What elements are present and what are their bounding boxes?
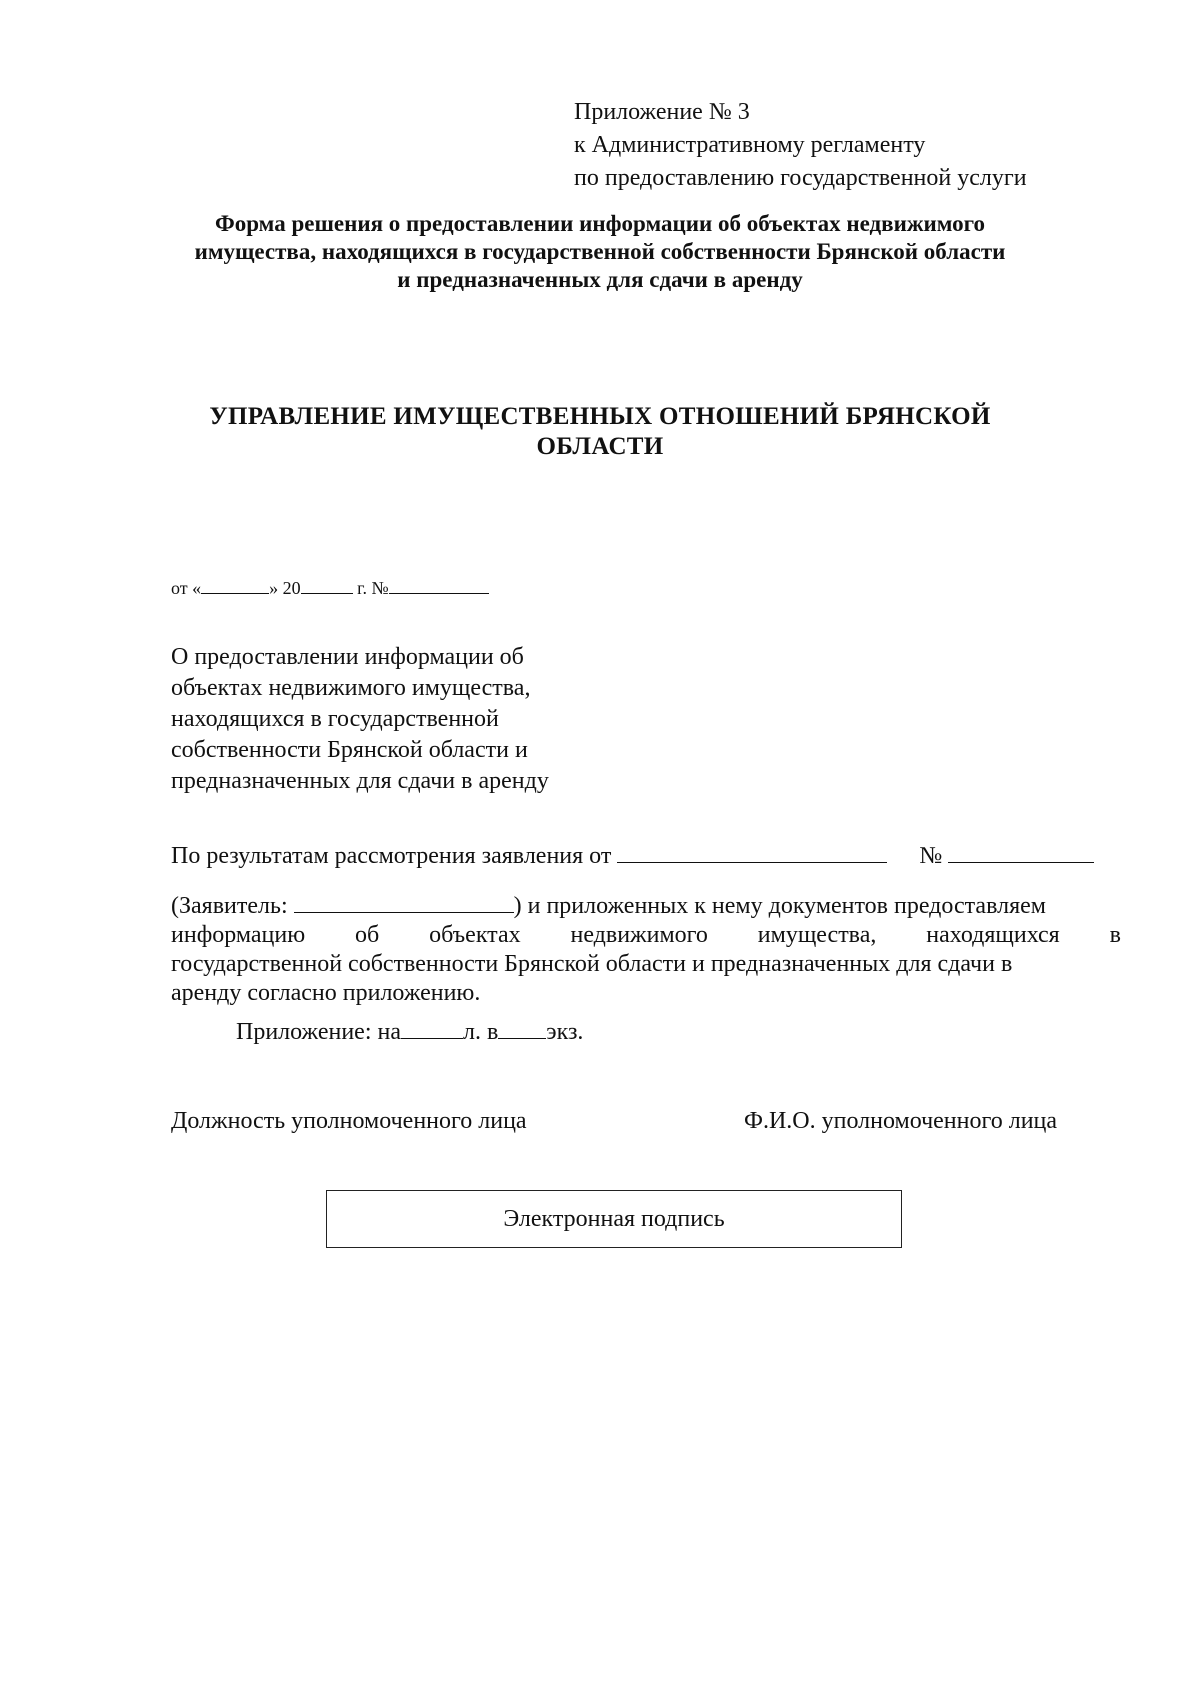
body-line-2 [171,921,1121,950]
subject-line-5: предназначенных для сдачи в аренду [171,768,549,794]
body-word: имущества, [757,922,877,948]
form-title-line-3: и предназначенных для сдачи в аренду [397,267,803,292]
body-word: находящихся [926,922,1060,948]
attachment-line [236,1016,583,1047]
applicant-open: (Заявитель: [171,893,288,919]
subject-block [171,642,549,797]
review-line [171,840,1121,871]
applicant-close: ) и приложенных к нему документов предоставляем [513,893,1046,919]
appendix-service: по предоставлению государственной услуги [574,165,1027,191]
electronic-signature-box [326,1190,902,1248]
form-title-line-1: Форма решения о предоставлении информации об объектах недвижимого [214,211,986,236]
application-number-sign: № [919,843,943,869]
application-number-blank[interactable] [948,840,1094,863]
attachment-mid: л. в [462,1019,499,1045]
review-text: По результатам рассмотрения заявления от [171,843,612,869]
form-title-line-2: имущества, находящихся в государственной собственности Брянской области [194,239,1006,264]
body-line-3: государственной собственности Брянской области и предназначенных для сдачи в [171,951,1013,977]
sheets-count-blank[interactable] [401,1016,463,1039]
application-date-blank[interactable] [617,840,887,863]
subject-line-2: объектах недвижимого имущества, [171,675,531,701]
body-word: в [1109,922,1121,948]
body-line-4: аренду согласно приложению. [171,980,481,1006]
form-title [150,210,1050,294]
appendix-regulation: к Административному регламенту [574,132,926,158]
organization-name [150,402,1050,462]
appendix-reference [574,96,1027,195]
date-number-line [171,576,489,600]
body-word: объектах [429,922,521,948]
attachment-suffix: экз. [546,1019,584,1045]
organization-name-line-1: УПРАВЛЕНИЕ ИМУЩЕСТВЕННЫХ ОТНОШЕНИЙ БРЯНСКОЙ [209,403,991,430]
subject-line-3: находящихся в государственной [171,706,499,732]
authorized-name-label: Ф.И.О. уполномоченного лица [744,1108,1058,1134]
body-line-1 [171,890,1121,921]
body-word: информацию [171,922,306,948]
date-prefix: от « [171,578,202,598]
copies-count-blank[interactable] [498,1016,546,1039]
day-blank[interactable] [201,577,269,594]
organization-name-line-2: ОБЛАСТИ [536,433,664,460]
date-year-prefix: » 20 [269,578,301,598]
body-word: об [355,922,380,948]
subject-line-1: О предоставлении информации об [171,644,524,670]
authorized-position-label: Должность уполномоченного лица [171,1108,527,1134]
document-number-blank[interactable] [389,577,489,594]
body-word: недвижимого [570,922,708,948]
number-prefix: г. № [357,578,389,598]
body-paragraph [171,890,1121,1008]
electronic-signature-label: Электронная подпись [503,1205,725,1232]
year-blank[interactable] [301,577,353,594]
attachment-prefix: Приложение: на [236,1019,401,1045]
appendix-number: Приложение № 3 [574,99,750,125]
subject-line-4: собственности Брянской области и [171,737,528,763]
applicant-blank[interactable] [294,890,514,913]
